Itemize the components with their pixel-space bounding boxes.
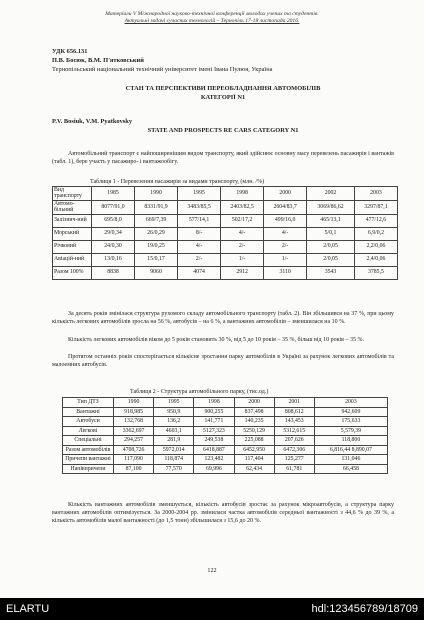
table-2-cell: 6452,950 (234, 445, 274, 455)
table-2-header-cell: 1990 (114, 398, 154, 408)
table-2-cell: 131,046 (314, 455, 387, 465)
table-2-cell: 77,570 (154, 464, 194, 474)
table-2-cell: 175,633 (314, 417, 387, 427)
authors-ua: П.В. Босюк, В.М. П'ятковський (52, 57, 144, 64)
table-1-caption: Таблиця 1 - Перевезення пасажирів за видами транспорту, (млн. /%) (90, 179, 265, 185)
table-2-row-label: Причепи вантажні (63, 455, 114, 465)
table-2-cell: 6472,306 (274, 445, 314, 455)
table-2-header-cell: 2000 (234, 398, 274, 408)
table-2-cell: 4708,726 (114, 445, 154, 455)
table-2-cell: 4603,1 (154, 426, 194, 436)
table-2-cell: 125,277 (274, 455, 314, 465)
table-2-cell: 837,498 (234, 407, 274, 417)
table-1-row-label: Разом 100% (53, 266, 92, 279)
table-2-cell: 87,100 (114, 464, 154, 474)
table-1-cell: 8077/91,0 (92, 200, 135, 214)
table-1-cell: 6,9/0,2 (354, 227, 397, 240)
table-2-cell: 118,800 (314, 436, 387, 446)
udc-code: УДК 656.131 (52, 48, 88, 55)
table-2-cell: 5250,129 (234, 426, 274, 436)
table-2-row-label: Разом автомобілів (63, 445, 114, 455)
table-2-header-cell: 2003 (314, 398, 387, 408)
table-1-row (53, 266, 398, 279)
table-2-cell: 225,088 (234, 436, 274, 446)
table-2-cell: 118,874 (154, 455, 194, 465)
table-2-row (63, 417, 388, 427)
table-1-row (53, 253, 398, 266)
table-2-cell: 5312,615 (274, 426, 314, 436)
table-1-cell: 3483/85,5 (178, 200, 221, 214)
table-1-cell: 26/0,29 (135, 227, 178, 240)
header-line-2: Актуальні задачі сучасних технологій – Тернопіль 17-18 листопада 2016. (124, 18, 300, 24)
table-1-cell: 499/16,0 (264, 214, 307, 227)
table-2-row (63, 407, 388, 417)
table-1-cell: 8331/91,9 (135, 200, 178, 214)
table-1-cell: 2/- (264, 240, 307, 253)
table-1-cell: 15/0,17 (135, 253, 178, 266)
table-1-cell: 577/14,1 (178, 214, 221, 227)
table-2-row-label: Легкові (63, 426, 114, 436)
table-2-header-cell: Тип ДТЗ (63, 398, 114, 408)
repository-footer-bar (0, 598, 424, 620)
table-1-row (53, 240, 398, 253)
table-1-cell: 8/- (178, 227, 221, 240)
table-2-row (63, 445, 388, 455)
table-2-caption: Таблиця 2 - Структура автомобільного парку, (тис.од.) (130, 389, 269, 395)
table-2-cell: 5972,014 (154, 445, 194, 455)
table-1-cell: 19/0,25 (135, 240, 178, 253)
table-1-row-label: Річковий (53, 240, 92, 253)
table-1-cell: 4074 (178, 266, 221, 279)
table-1-cell: 2/0,05 (307, 253, 355, 266)
table-1-row (53, 214, 398, 227)
table-2-cell: 132,768 (114, 417, 154, 427)
table-1-cell: 5/0,1 (307, 227, 355, 240)
table-2-cell: 62,434 (234, 464, 274, 474)
header-line-1: Матеріали V Міжнародної науково-технічної конференції молодих учених та студентів. (105, 11, 319, 17)
table-2-cell: 69,996 (194, 464, 234, 474)
table-1-cell: 2,2/0,06 (354, 240, 397, 253)
table-2-row-label: Автобуси (63, 417, 114, 427)
table-1-header-cell: 2000 (264, 187, 307, 201)
table-2-cell: 61,781 (274, 464, 314, 474)
table-2-cell: 918,985 (114, 407, 154, 417)
table-2-cell: 900,255 (194, 407, 234, 417)
table-1-cell: 3110 (264, 266, 307, 279)
table-1-cell: 2/- (178, 253, 221, 266)
table-1-cell: 4/- (264, 227, 307, 240)
table-2-cell: 136,2 (154, 417, 194, 427)
table-2-cell: 66,458 (314, 464, 387, 474)
table-2-header-cell: 2001 (274, 398, 314, 408)
table-2-cell: 5,579,39 (314, 426, 387, 436)
conference-header (18, 11, 406, 25)
table-1-cell: 4/- (221, 227, 264, 240)
table-1-cell: 3069/86,62 (307, 200, 355, 214)
table-1-cell: 9060 (135, 266, 178, 279)
table-2-cell: 141,771 (194, 417, 234, 427)
table-1-cell: 4/- (178, 240, 221, 253)
paragraph-3: Кількість легкових автомобілів віком до 5 років становить 30 %, від 5 до 10 років – 35 %, більш від 10 років – 35 %. (68, 337, 365, 343)
paragraph-5: Кількість вантажних автомобілів зменшується, кількість автобусів зростає за рахунок мікроавтобусів, а структура парку вантажних автомобілів оптимізується. За 2000-2004 рр. змінилася частка автомобілів середньої вантажності з 44,6 % до 39 %, а кількість автомобілів малої вантажності (до 1,5 тонн) збільшилася з 15,6 до 20 %. (52, 502, 394, 525)
table-2-header-row (63, 398, 388, 408)
table-1-row (53, 200, 398, 214)
table-2-cell: 6418,887 (194, 445, 234, 455)
table-1-header-row (53, 187, 398, 201)
paragraph-4: Протягом останніх років спостерігається кількісне зростання парку автомобілів в Україні за рахунок легкових автомобілів та малоемних автобусів. (52, 354, 394, 369)
table-1-cell: 2403/82,5 (221, 200, 264, 214)
table-1-cell: 29/0,34 (92, 227, 135, 240)
authors-en: P.V. Bosiuk, V.M. Pyatkovsky (52, 118, 133, 125)
table-1-row-label: Залізнич-ний (53, 214, 92, 227)
table-2-cell: 3362,697 (114, 426, 154, 436)
table-2-cell: 117,404 (234, 455, 274, 465)
table-1-cell: 695/8,0 (92, 214, 135, 227)
table-2-row (63, 426, 388, 436)
table-2-cell: 281,9 (154, 436, 194, 446)
table-1-cell: 477/12,6 (354, 214, 397, 227)
table-1-cell: 669/7,39 (135, 214, 178, 227)
table-2-cell: 5127,323 (194, 426, 234, 436)
table-1-header-cell: 2003 (354, 187, 397, 201)
table-2-cell: 143,453 (274, 417, 314, 427)
title-ua-line-1: СТАН ТА ПЕРСПЕКТИВИ ПЕРЕОБЛАДНАННЯ АВТОМОБІЛІВ (125, 85, 321, 92)
table-2-row (63, 455, 388, 465)
table-1-cell: 8838 (92, 266, 135, 279)
table-2 (62, 397, 388, 474)
table-2-row-label: Спеціальні (63, 436, 114, 446)
table-2-cell: 123,482 (194, 455, 234, 465)
table-1-header-cell: 2002 (307, 187, 355, 201)
table-1-cell: 3785,5 (354, 266, 397, 279)
table-1-cell: 2/0,05 (307, 240, 355, 253)
table-1-cell: 2,4/0,06 (354, 253, 397, 266)
table-1-cell: 1/- (221, 253, 264, 266)
table-1-header-cell: 1990 (135, 187, 178, 201)
table-2-header-cell: 1998 (194, 398, 234, 408)
table-2-cell: 249,538 (194, 436, 234, 446)
table-1-cell: 2604/83,7 (264, 200, 307, 214)
table-1-cell: 3543 (307, 266, 355, 279)
table-2-row (63, 464, 388, 474)
table-2-row (63, 436, 388, 446)
table-2-cell: 117,090 (114, 455, 154, 465)
table-1-row-label: Морський (53, 227, 92, 240)
title-en: STATE AND PROSPECTS RE CARS CATEGORY N1 (147, 127, 299, 134)
table-1-header-cell: 1985 (92, 187, 135, 201)
table-1-row-label: Автомо-більний (53, 200, 92, 214)
table-2-row-label: Напівпричепи (63, 464, 114, 474)
affiliation: Тернопільський національний технічний університет імені Івана Пулюя, Україна (52, 66, 273, 73)
repository-name: ELARTU (6, 603, 50, 615)
table-2-cell: 950,9 (154, 407, 194, 417)
table-1-header-cell: 1998 (221, 187, 264, 201)
table-1-row (53, 227, 398, 240)
table-2-cell: 6,816,44 8,890,07 (314, 445, 387, 455)
table-1-cell: 465/13,1 (307, 214, 355, 227)
table-2-cell: 942,609 (314, 407, 387, 417)
table-1-cell: 1/- (264, 253, 307, 266)
table-2-cell: 808,612 (274, 407, 314, 417)
table-1-header-cell: Вид транспорту (53, 187, 92, 201)
table-1-header-cell: 1995 (178, 187, 221, 201)
title-ua-line-2: КАТЕГОРІЇ N1 (200, 94, 246, 101)
page-number: 122 (207, 567, 217, 574)
table-2-row-label: Вантажні (63, 407, 114, 417)
table-1-row-label: Авіацій-ний (53, 253, 92, 266)
table-2-cell: 294,257 (114, 436, 154, 446)
paragraph-1: Автомобільний транспорт є найпоширенішим видом транспорту, який здійснює основну масу перевезень пасажирів і вантажів (табл. 1), бере участь у пасажиро- і вантажообігу. (52, 151, 394, 166)
table-1-cell: 13/0,16 (92, 253, 135, 266)
table-1 (52, 186, 398, 280)
table-1-cell: 24/0,30 (92, 240, 135, 253)
handle-id: hdl:123456789/18709 (311, 603, 418, 615)
table-2-header-cell: 1995 (154, 398, 194, 408)
table-1-cell: 3297/87,1 (354, 200, 397, 214)
table-2-cell: 207,626 (274, 436, 314, 446)
table-1-cell: 502/17,2 (221, 214, 264, 227)
table-2-cell: 140,235 (234, 417, 274, 427)
table-1-cell: 2/- (221, 240, 264, 253)
table-1-cell: 2912 (221, 266, 264, 279)
paragraph-2: За десять років змінілася структура рухомого складу автомобільного транспорту (табл. 2). Він збільшився на 37 %, при цьому кількість легкових автомобілів зросла на 56 %, автобусів – на 6 %, а вантажних автомобілів – зменшилася на 10 %. (52, 311, 394, 326)
